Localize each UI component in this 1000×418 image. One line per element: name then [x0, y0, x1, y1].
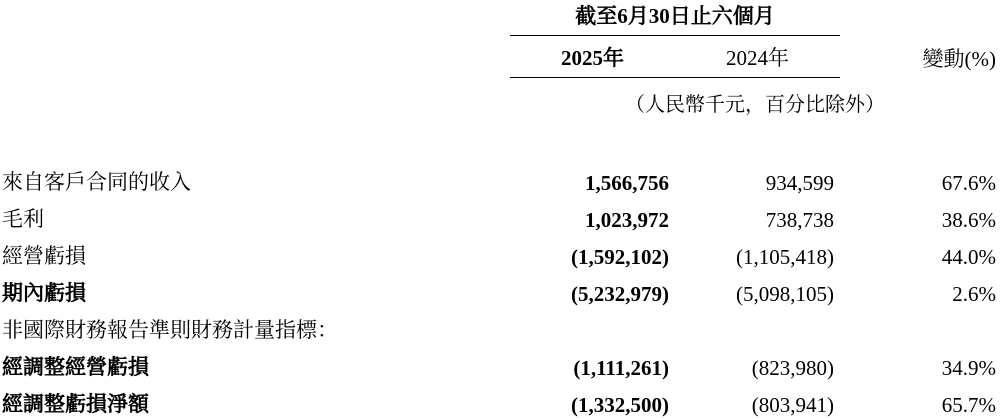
row-value-change: 34.9% [941, 356, 996, 380]
row-value-2025: (1,592,102) [571, 245, 669, 269]
section-note-row [0, 307, 1000, 344]
row-value-2024: 934,599 [765, 171, 834, 195]
section-note: 非國際財務報告準則財務計量指標： [2, 318, 338, 342]
column-header-2024: 2024年 [675, 36, 840, 78]
period-header: 截至6月30日止六個月 [510, 0, 840, 36]
row-label-revenue: 來自客戶合同的收入 [2, 170, 191, 194]
table-row [0, 270, 1000, 307]
spacer-row [0, 125, 1000, 159]
column-header-row [0, 36, 1000, 78]
spacer-cell [0, 36, 510, 78]
row-value-2025: 1,566,756 [585, 171, 669, 195]
spacer-cell [840, 307, 1000, 344]
row-value-change: 38.6% [941, 208, 996, 232]
spacer-cell [840, 0, 1000, 36]
unit-note-row [0, 78, 1000, 126]
table-row [0, 233, 1000, 270]
table-row [0, 196, 1000, 233]
table-row [0, 159, 1000, 196]
spacer-cell [840, 125, 1000, 159]
spacer-cell [510, 125, 675, 159]
column-header-2025: 2025年 [510, 36, 675, 78]
row-value-2025: (5,232,979) [571, 282, 669, 306]
row-value-change: 2.6% [952, 282, 996, 306]
spacer-cell [675, 307, 840, 344]
row-label-adjusted-operating-loss: 經調整經營虧損 [2, 355, 149, 379]
row-value-2025: 1,023,972 [585, 208, 669, 232]
row-label-gross-profit: 毛利 [2, 207, 44, 231]
spacer-cell [0, 0, 510, 36]
row-value-change: 67.6% [941, 171, 996, 195]
row-value-change: 65.7% [941, 393, 996, 417]
row-value-2024: 738,738 [765, 208, 834, 232]
row-label-adjusted-net-loss: 經調整虧損淨額 [2, 392, 149, 416]
spacer-cell [0, 78, 510, 126]
period-header-row [0, 0, 1000, 36]
row-value-2024: (823,980) [751, 356, 834, 380]
row-value-2025: (1,111,261) [573, 356, 669, 380]
unit-note: （人民幣千元，百分比除外） [625, 94, 885, 116]
row-value-2024: (1,105,418) [736, 245, 834, 269]
column-header-change: 變動(%) [922, 46, 996, 71]
row-value-change: 44.0% [941, 245, 996, 269]
table-row [0, 344, 1000, 381]
row-value-2025: (1,332,500) [571, 393, 669, 417]
row-label-operating-loss: 經營虧損 [2, 244, 86, 268]
table-row [0, 381, 1000, 418]
row-label-period-loss: 期內虧損 [2, 281, 86, 305]
row-value-2024: (5,098,105) [736, 282, 834, 306]
spacer-cell [510, 307, 675, 344]
spacer-cell [675, 125, 840, 159]
spacer-cell [0, 125, 510, 159]
row-value-2024: (803,941) [751, 393, 834, 417]
